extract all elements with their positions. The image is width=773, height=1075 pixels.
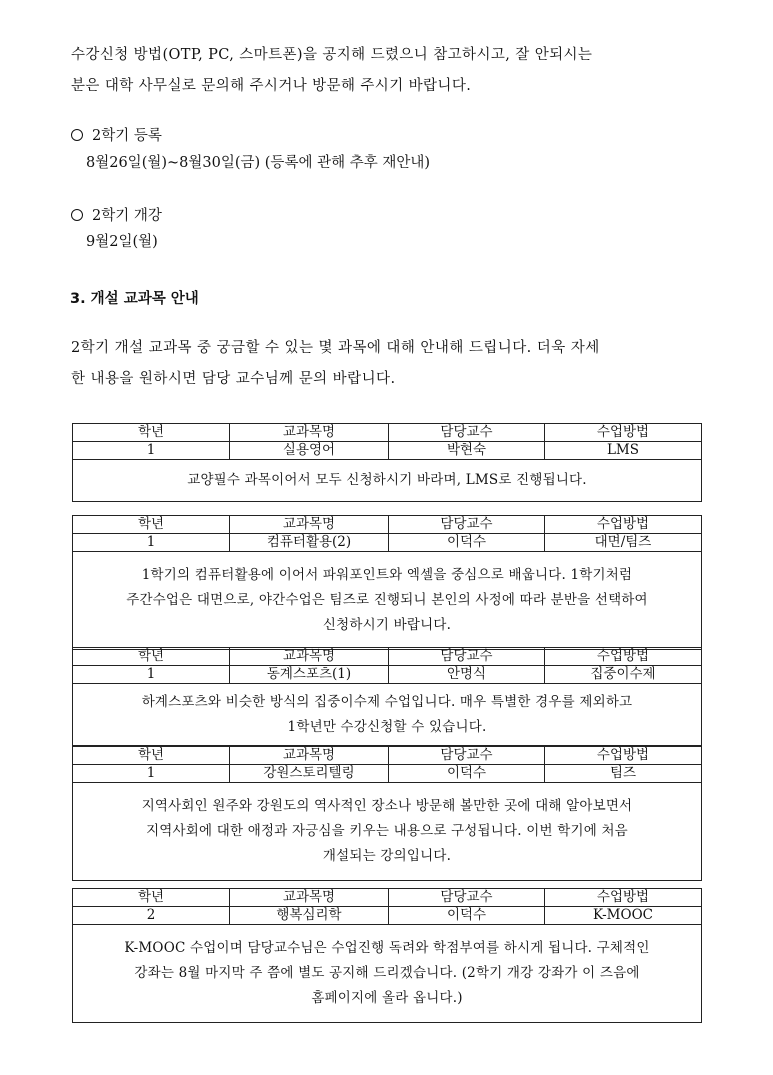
table-header-row	[73, 424, 702, 442]
note-line: 개설되는 강의입니다.	[322, 848, 452, 864]
header-cell: 수업방법	[545, 747, 702, 765]
professor-cell: 박현숙	[389, 442, 545, 460]
header-cell: 교과목명	[230, 747, 389, 765]
circle-bullet-icon	[71, 129, 83, 141]
professor-cell: 안명식	[389, 666, 545, 684]
table-header-row	[73, 648, 702, 666]
description-line: 2학기 개설 교과목 중 궁금할 수 있는 몇 과목에 대해 안내해 드립니다. 더욱 자세	[71, 340, 600, 356]
note-line: 교양필수 과목이어서 모두 신청하시기 바라며, LMS로 진행됩니다.	[187, 472, 587, 488]
registration-title	[71, 126, 430, 146]
note-row	[73, 460, 702, 502]
grade-cell: 1	[73, 765, 230, 783]
header-cell: 교과목명	[230, 889, 389, 907]
intro-line: 수강신청 방법(OTP, PC, 스마트폰)을 공지해 드렸으니 참고하시고, 잘 안되시는	[71, 47, 593, 63]
method-cell: 집중이수제	[545, 666, 702, 684]
header-cell: 수업방법	[545, 424, 702, 442]
table-header-row	[73, 747, 702, 765]
method-cell: 팀즈	[545, 765, 702, 783]
table-header-row	[73, 516, 702, 534]
opening-title	[71, 206, 162, 226]
header-cell: 수업방법	[545, 648, 702, 666]
header-cell: 담당교수	[389, 516, 545, 534]
table-row	[73, 907, 702, 925]
note-line: 신청하시기 바랍니다.	[322, 617, 452, 633]
section-description	[71, 338, 600, 400]
course-table	[72, 647, 702, 746]
subject-cell: 실용영어	[230, 442, 389, 460]
intro-line: 분은 대학 사무실로 문의해 주시거나 방문해 주시기 바랍니다.	[71, 78, 472, 94]
header-cell: 학년	[73, 516, 230, 534]
course-note	[73, 925, 702, 1023]
registration-block	[71, 126, 430, 173]
registration-detail: 8월26일(월)~8월30일(금) (등록에 관해 추후 재안내)	[86, 155, 430, 171]
subject-cell: 행복심리학	[230, 907, 389, 925]
course-table	[72, 746, 702, 881]
grade-cell: 1	[73, 534, 230, 552]
note-line: K-MOOC 수업이며 담당교수님은 수업진행 독려와 학점부여를 하시게 됩니다. 구체적인	[124, 940, 650, 956]
grade-cell: 1	[73, 666, 230, 684]
course-table	[72, 515, 702, 650]
table-row	[73, 442, 702, 460]
professor-cell: 이덕수	[389, 534, 545, 552]
note-row	[73, 783, 702, 881]
note-line: 1학기의 컴퓨터활용에 이어서 파워포인트와 엑셀을 중심으로 배웁니다. 1학기처럼	[141, 567, 633, 583]
method-cell: LMS	[545, 442, 702, 460]
section-heading: 3. 개설 교과목 안내	[70, 291, 199, 307]
registration-title-text: 2학기 등록	[92, 128, 162, 144]
table-header-row	[73, 889, 702, 907]
note-line: 지역사회에 대한 애정과 자긍심을 키우는 내용으로 구성됩니다. 이번 학기에 처음	[146, 823, 628, 839]
header-cell: 학년	[73, 424, 230, 442]
course-note	[73, 460, 702, 502]
subject-cell: 컴퓨터활용(2)	[230, 534, 389, 552]
header-cell: 담당교수	[389, 747, 545, 765]
course-note	[73, 684, 702, 746]
note-line: 1학년만 수강신청할 수 있습니다.	[287, 718, 487, 735]
method-cell: 대면/팀즈	[545, 534, 702, 552]
professor-cell: 이덕수	[389, 907, 545, 925]
course-note	[73, 783, 702, 881]
note-line: 하계스포츠와 비슷한 방식의 집중이수제 수업입니다. 매우 특별한 경우를 제외하고	[141, 693, 633, 710]
table-row	[73, 534, 702, 552]
note-row	[73, 552, 702, 650]
opening-detail: 9월2일(월)	[86, 234, 158, 250]
note-row	[73, 684, 702, 746]
header-cell: 담당교수	[389, 424, 545, 442]
course-note	[73, 552, 702, 650]
subject-cell: 강원스토리텔링	[230, 765, 389, 783]
table-row	[73, 666, 702, 684]
note-row	[73, 925, 702, 1023]
header-cell: 교과목명	[230, 648, 389, 666]
note-line: 주간수업은 대면으로, 야간수업은 팀즈로 진행되니 본인의 사정에 따라 분반을 선택하여	[126, 592, 648, 608]
header-cell: 담당교수	[389, 648, 545, 666]
course-table	[72, 888, 702, 1023]
header-cell: 학년	[73, 889, 230, 907]
circle-bullet-icon	[71, 209, 83, 221]
intro-paragraph	[71, 45, 592, 107]
professor-cell: 이덕수	[389, 765, 545, 783]
course-table	[72, 423, 702, 502]
opening-block	[71, 206, 162, 252]
table-row	[73, 765, 702, 783]
header-cell: 교과목명	[230, 516, 389, 534]
note-line: 강좌는 8월 마지막 주 쯤에 별도 공지해 드리겠습니다. (2학기 개강 강좌가 이 즈음에	[134, 965, 640, 981]
note-line: 홈페이지에 올라 옵니다.)	[311, 990, 463, 1006]
header-cell: 수업방법	[545, 889, 702, 907]
note-line: 지역사회인 원주와 강원도의 역사적인 장소나 방문해 볼만한 곳에 대해 알아보면서	[141, 798, 633, 814]
method-cell: K-MOOC	[545, 907, 702, 925]
header-cell: 학년	[73, 747, 230, 765]
header-cell: 학년	[73, 648, 230, 666]
opening-title-text: 2학기 개강	[92, 208, 162, 224]
header-cell: 수업방법	[545, 516, 702, 534]
subject-cell: 동계스포츠(1)	[230, 666, 389, 684]
header-cell: 담당교수	[389, 889, 545, 907]
header-cell: 교과목명	[230, 424, 389, 442]
grade-cell: 1	[73, 442, 230, 460]
grade-cell: 2	[73, 907, 230, 925]
description-line: 한 내용을 원하시면 담당 교수님께 문의 바랍니다.	[71, 371, 396, 387]
